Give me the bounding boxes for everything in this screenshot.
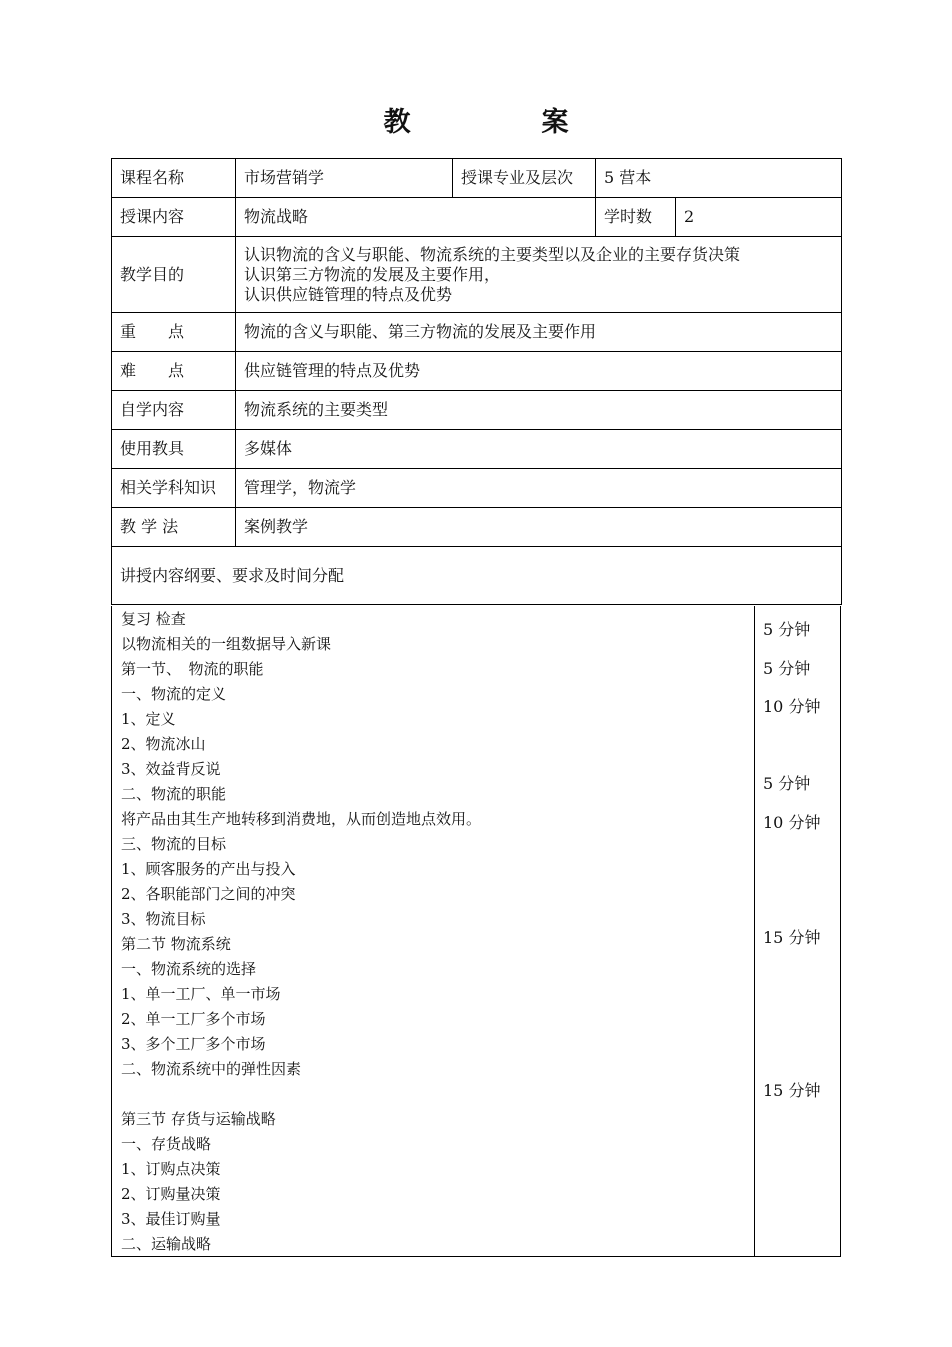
row-course <box>112 159 842 198</box>
outline-line: 三、物流的目标 <box>121 835 227 853</box>
outline-line: 一、存货战略 <box>121 1135 212 1153</box>
difficult-label: 难 点 <box>112 352 236 391</box>
key-label: 重 点 <box>112 313 236 352</box>
difficult-value: 供应链管理的特点及优势 <box>236 352 842 391</box>
hours-value: 2 <box>676 198 842 237</box>
outline-line: 一、物流系统的选择 <box>121 960 257 978</box>
goal-label: 教学目的 <box>112 237 236 313</box>
time-allocation: 15 分钟 <box>763 928 821 947</box>
content-value: 物流战略 <box>236 198 596 237</box>
time-allocation: 15 分钟 <box>763 1081 821 1100</box>
method-value: 案例教学 <box>236 508 842 547</box>
outline-line: 以物流相关的一组数据导入新课 <box>121 635 332 653</box>
outline-line: 3、效益背反说 <box>121 760 221 778</box>
outline-line: 复习 检查 <box>121 610 186 628</box>
row-tools <box>112 430 842 469</box>
row-key <box>112 313 842 352</box>
goal-line: 认识物流的含义与职能、物流系统的主要类型以及企业的主要存货决策 <box>244 244 741 264</box>
method-label: 教 学 法 <box>112 508 236 547</box>
outline-line: 第一节、 物流的职能 <box>121 660 264 678</box>
outline-line: 一、物流的定义 <box>121 685 227 703</box>
outline-line: 2、单一工厂多个市场 <box>121 1010 266 1028</box>
outline-line: 2、各职能部门之间的冲突 <box>121 885 296 903</box>
related-label: 相关学科知识 <box>112 469 236 508</box>
row-self <box>112 391 842 430</box>
course-name-value: 市场营销学 <box>236 159 453 198</box>
outline-section <box>111 606 841 1257</box>
major-value: 5 营本 <box>596 159 842 198</box>
outline-line: 二、物流系统中的弹性因素 <box>121 1060 302 1078</box>
outline-line: 2、订购量决策 <box>121 1185 221 1203</box>
time-allocation: 5 分钟 <box>763 659 811 678</box>
row-related <box>112 469 842 508</box>
outline-line: 1、单一工厂、单一市场 <box>121 985 281 1003</box>
related-value: 管理学，物流学 <box>236 469 842 508</box>
outline-line: 第二节 物流系统 <box>121 935 231 953</box>
outline-line: 1、订购点决策 <box>121 1160 221 1178</box>
self-value: 物流系统的主要类型 <box>236 391 842 430</box>
row-outline-header <box>112 547 842 605</box>
goal-line: 认识供应链管理的特点及优势 <box>244 284 453 304</box>
outline-line: 二、物流的职能 <box>121 785 227 803</box>
tools-label: 使用教具 <box>112 430 236 469</box>
outline-content <box>112 606 755 1256</box>
outline-line: 3、最佳订购量 <box>121 1210 221 1228</box>
outline-line: 3、物流目标 <box>121 910 206 928</box>
major-label: 授课专业及层次 <box>453 159 596 198</box>
outline-line: 3、多个工厂多个市场 <box>121 1035 266 1053</box>
goal-line: 认识第三方物流的发展及主要作用， <box>244 264 501 284</box>
outline-line: 2、物流冰山 <box>121 735 206 753</box>
outline-line: 二、运输战略 <box>121 1235 212 1253</box>
tools-value: 多媒体 <box>236 430 842 469</box>
time-allocation: 10 分钟 <box>763 813 821 832</box>
row-goal <box>112 237 842 313</box>
self-label: 自学内容 <box>112 391 236 430</box>
outline-line: 1、定义 <box>121 710 176 728</box>
row-difficult <box>112 352 842 391</box>
time-allocation: 5 分钟 <box>763 774 811 793</box>
hours-label: 学时数 <box>596 198 676 237</box>
content-label: 授课内容 <box>112 198 236 237</box>
outline-line: 1、顾客服务的产出与投入 <box>121 860 296 878</box>
time-allocation: 10 分钟 <box>763 697 821 716</box>
course-name-label: 课程名称 <box>112 159 236 198</box>
info-table <box>111 158 842 605</box>
outline-line: 第三节 存货与运输战略 <box>121 1110 276 1128</box>
key-value: 物流的含义与职能、第三方物流的发展及主要作用 <box>236 313 842 352</box>
outline-header: 讲授内容纲要、要求及时间分配 <box>112 547 842 605</box>
goal-value <box>236 237 842 313</box>
page-title: 教 案 <box>383 107 621 138</box>
time-allocation: 5 分钟 <box>763 620 811 639</box>
row-method <box>112 508 842 547</box>
outline-line: 将产品由其生产地转移到消费地，从而创造地点效用。 <box>121 810 482 828</box>
row-content <box>112 198 842 237</box>
